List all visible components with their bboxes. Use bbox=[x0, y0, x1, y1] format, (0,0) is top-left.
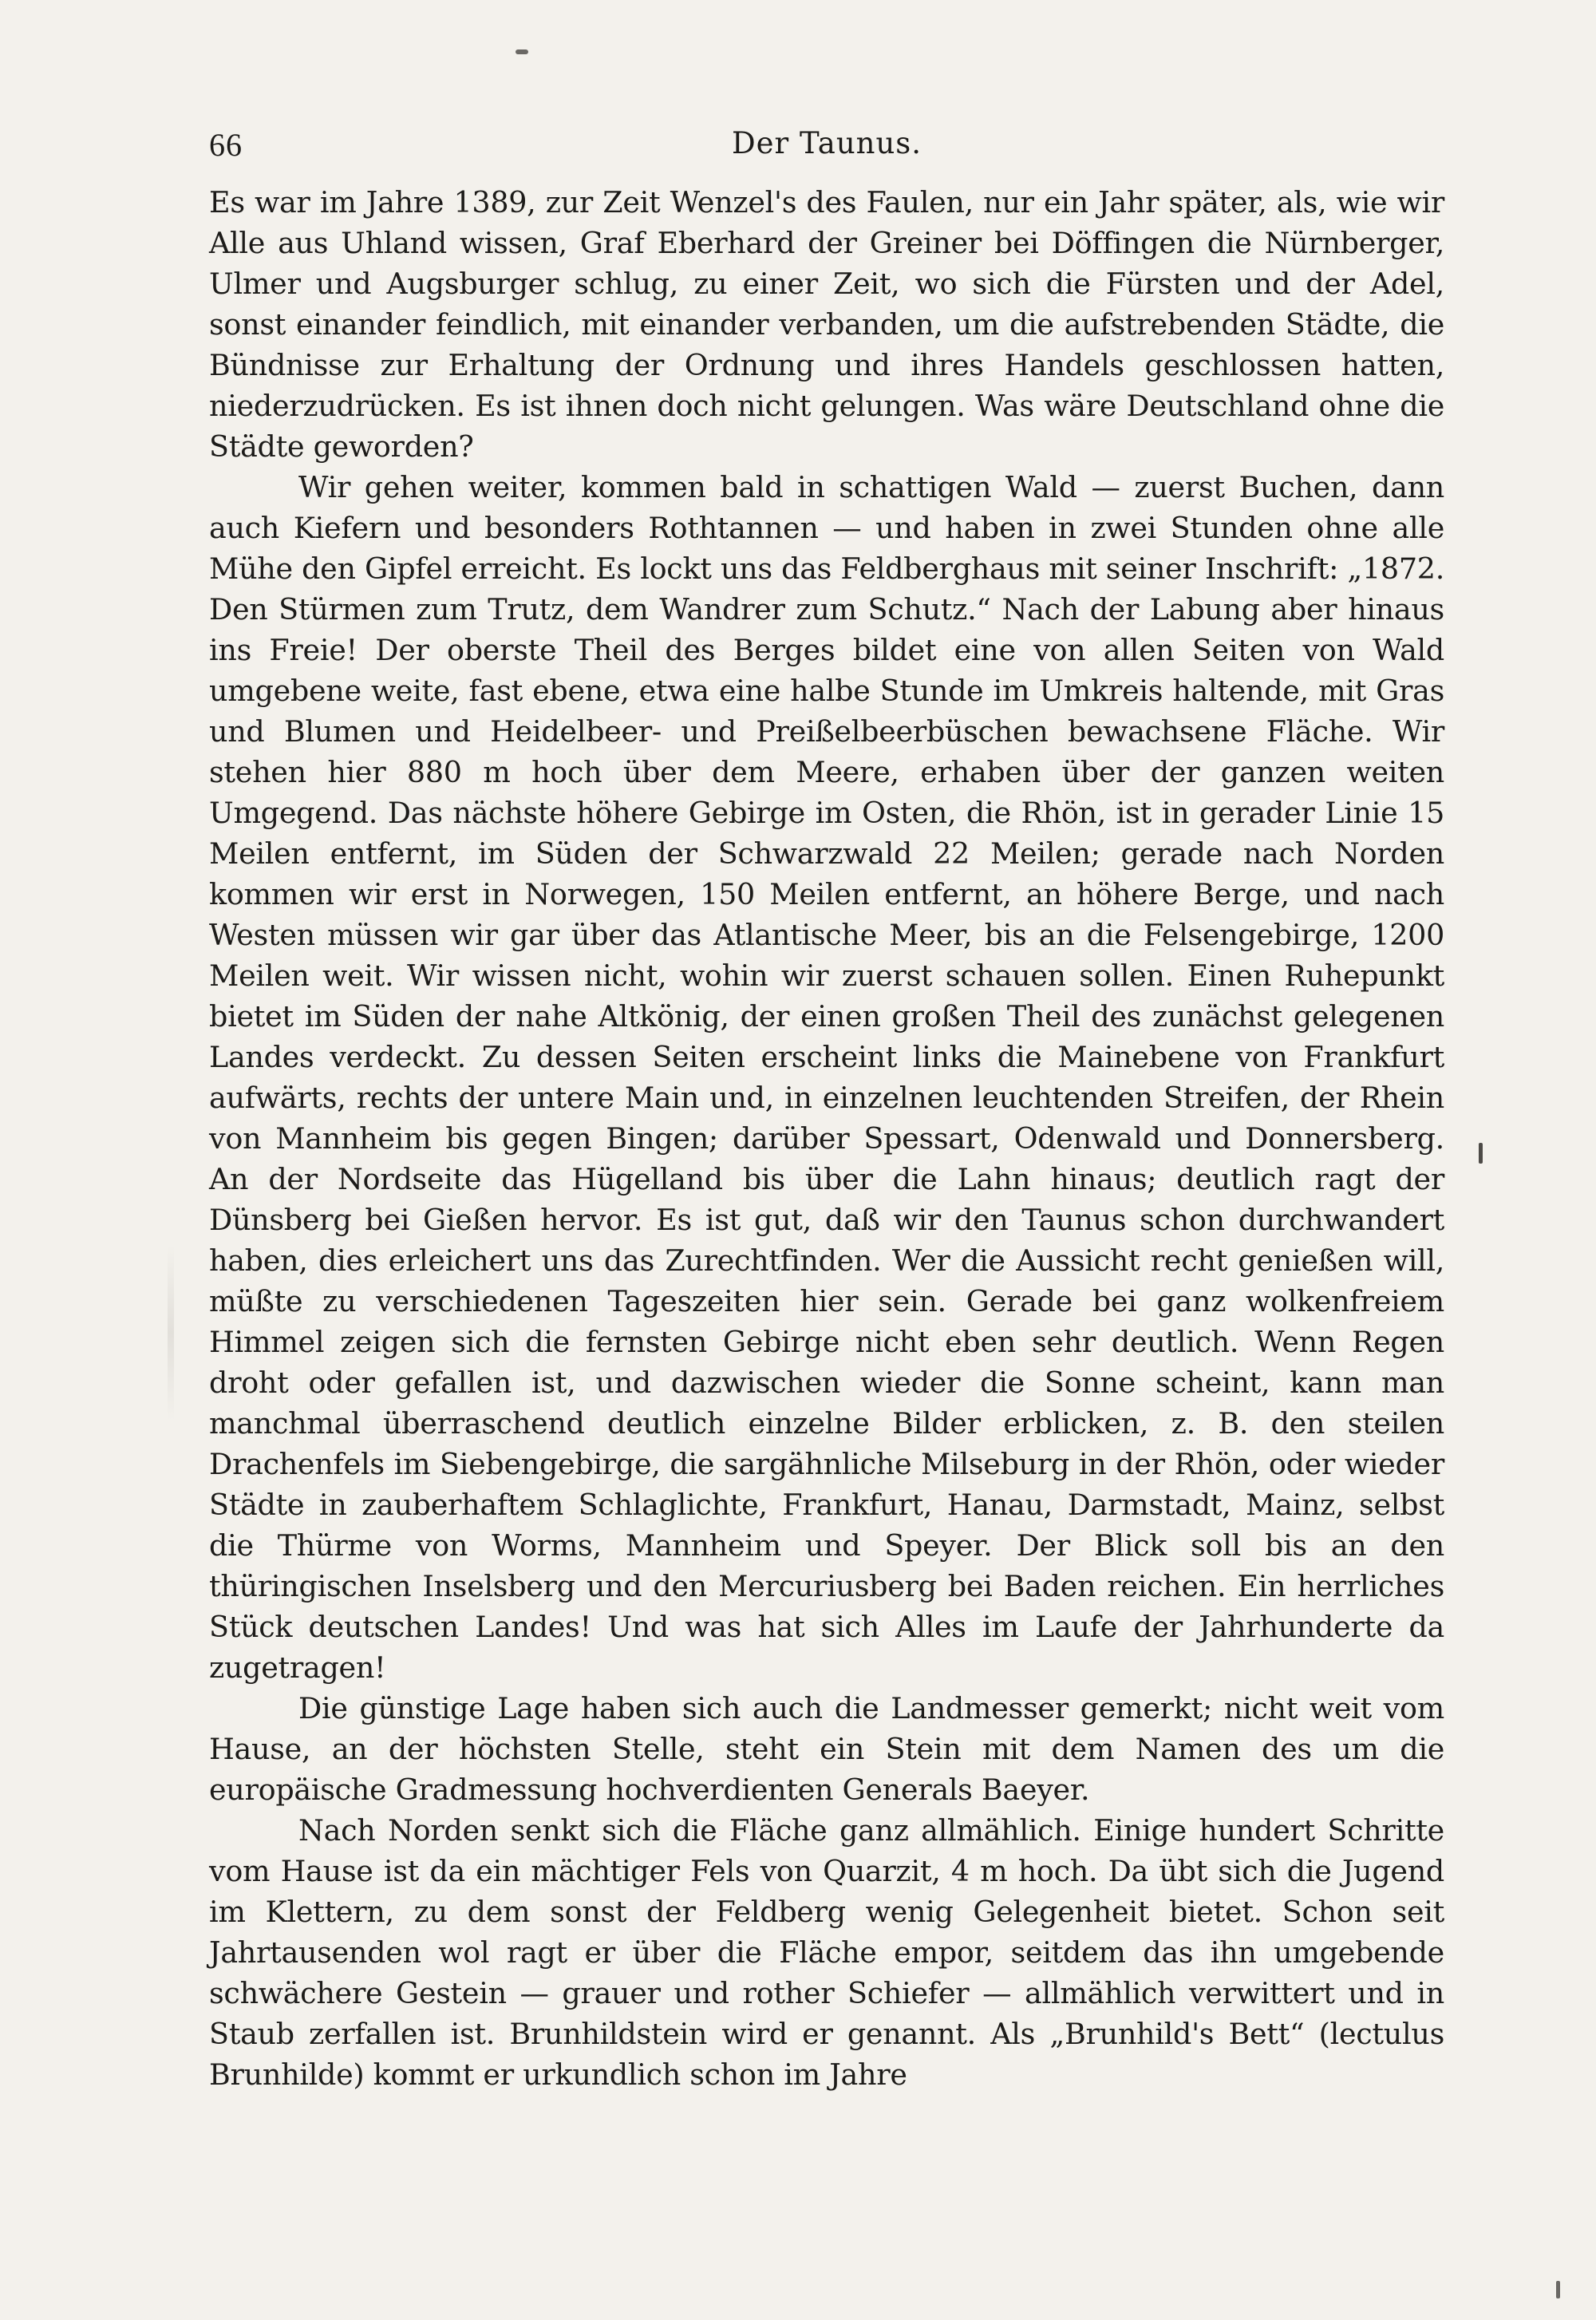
ink-speck bbox=[516, 49, 528, 54]
paragraph-2: Wir gehen weiter, kommen bald in schattigen Wald — zuerst Buchen, dann auch Kiefern und besonders Rothtannen — und haben in zwei Stunden ohne alle Mühe den Gipfel erreicht. Es lockt uns das Feldberghaus mit seiner Inschrift: „1872. Den Stürmen zum Trutz, dem Wandrer zum Schutz.“ Nach der Labung aber hinaus ins Freie! Der oberste Theil des Berges bildet eine von allen Seiten von Wald umgebene weite, fast ebene, etwa eine halbe Stunde im Umkreis haltende, mit Gras und Blumen und Heidelbeer- und Preißelbeerbüschen bewachsene Fläche. Wir stehen hier 880 m hoch über dem Meere, erhaben über der ganzen weiten Umgegend. Das nächste höhere Gebirge im Osten, die Rhön, ist in gerader Linie 15 Meilen entfernt, im Süden der Schwarzwald 22 Meilen; gerade nach Norden kommen wir erst in Norwegen, 150 Meilen entfernt, an höhere Berge, und nach Westen müssen wir gar über das Atlantische Meer, bis an die Felsengebirge, 1200 Meilen weit. Wir wissen nicht, wohin wir zuerst schauen sollen. Einen Ruhepunkt bietet im Süden der nahe Altkönig, der einen großen Theil des zunächst gelegenen Landes verdeckt. Zu dessen Seiten erscheint links die Mainebene von Frankfurt aufwärts, rechts der untere Main und, in einzelnen leuchtenden Streifen, der Rhein von Mannheim bis gegen Bingen; darüber Spessart, Odenwald und Donnersberg. An der Nordseite das Hügelland bis über die Lahn hinaus; deutlich ragt der Dünsberg bei Gießen hervor. Es ist gut, daß wir den Taunus schon durchwandert haben, dies erleichert uns das Zurechtfinden. Wer die Aussicht recht genießen will, müßte zu verschiedenen Tageszeiten hier sein. Gerade bei ganz wolkenfreiem Himmel zeigen sich die fernsten Gebirge nicht eben sehr deutlich. Wenn Regen droht oder gefallen ist, und dazwischen wieder die Sonne scheint, kann man manchmal überraschend deutlich einzelne Bilder erblicken, z. B. den steilen Drachenfels im Siebengebirge, die sargähnliche Milseburg in der Rhön, oder wieder Städte in zauberhaftem Schlaglichte, Frankfurt, Hanau, Darmstadt, Mainz, selbst die Thürme von Worms, Mannheim und Speyer. Der Blick soll bis an den thüringischen Inselsberg und den Mercuriusberg bei Baden reichen. Ein herrliches Stück deutschen Landes! Und was hat sich Alles im Laufe der Jahrhunderte da zugetragen! bbox=[209, 470, 1444, 1685]
paragraph-1: Es war im Jahre 1389, zur Zeit Wenzel's des Faulen, nur ein Jahr später, als, wie wir Alle aus Uhland wissen, Graf Eberhard der Greiner bei Döffingen die Nürnberger, Ulmer und Augsburger schlug, zu einer Zeit, wo sich die Fürsten und der Adel, sonst einander feindlich, mit einander verbanden, um die aufstrebenden Städte, die Bündnisse zur Erhaltung der Ordnung und ihres Handels geschlossen hatten, niederzudrücken. Es ist ihnen doch nicht gelungen. Was wäre Deutschland ohne die Städte geworden? bbox=[209, 185, 1444, 464]
page-number: 66 bbox=[209, 127, 243, 163]
running-title: Der Taunus. bbox=[731, 126, 922, 160]
paragraph-4: Nach Norden senkt sich die Fläche ganz allmählich. Einige hundert Schritte vom Hause ist da ein mächtiger Fels von Quarzit, 4 m hoch. Da übt sich die Jugend im Klettern, zu dem sonst der Feldberg wenig Gelegenheit bietet. Schon seit Jahrtausenden wol ragt er über die Fläche empor, seitdem das ihn umgebende schwächere Gestein — grauer und rother Schiefer — allmählich verwittert und in Staub zerfallen ist. Brunhildstein wird er genannt. Als „Brunhild's Bett“ (lectulus Brunhilde) kommt er urkundlich schon im Jahre bbox=[209, 1813, 1444, 2092]
bleed-through-mark bbox=[168, 1245, 174, 1421]
body-text bbox=[209, 182, 1444, 2095]
page-header bbox=[209, 126, 1444, 174]
corner-mark bbox=[1556, 2281, 1560, 2298]
margin-mark bbox=[1479, 1143, 1483, 1164]
paragraph-3: Die günstige Lage haben sich auch die Landmesser gemerkt; nicht weit vom Hause, an der höchsten Stelle, steht ein Stein mit dem Namen des um die europäische Gradmessung hochverdienten Generals Baeyer. bbox=[209, 1691, 1444, 1807]
